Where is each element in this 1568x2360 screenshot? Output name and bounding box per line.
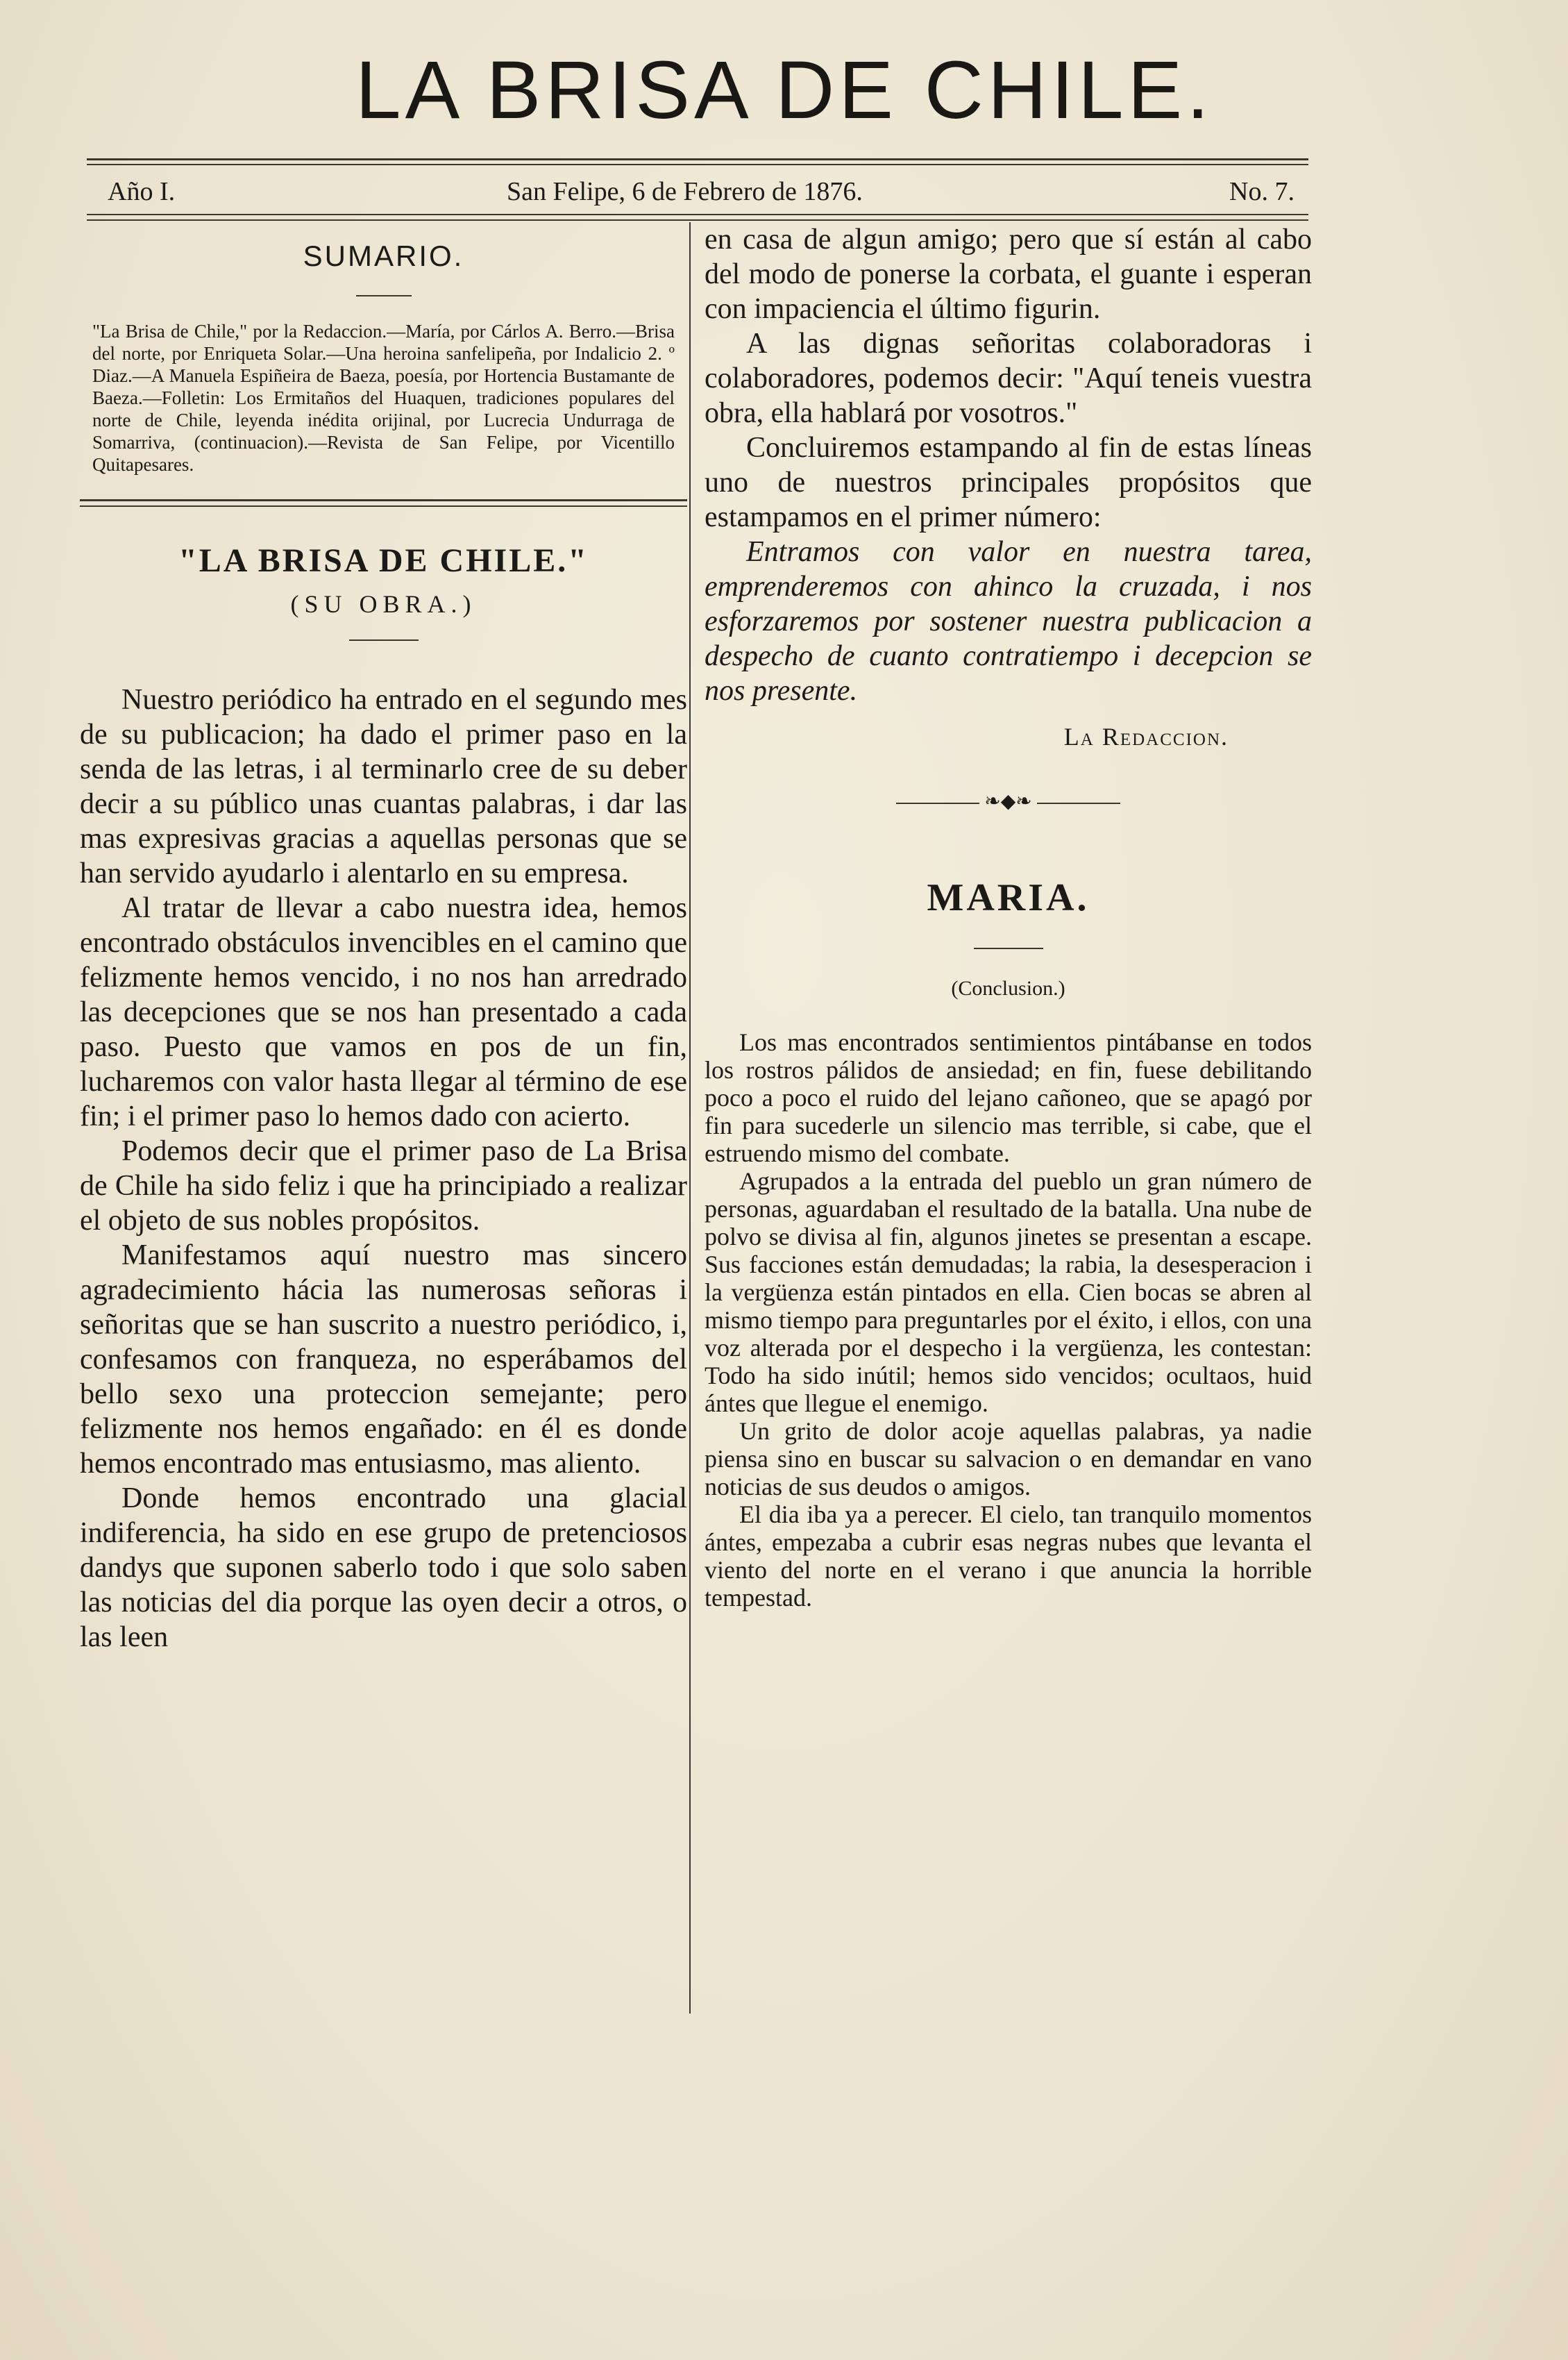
paragraph: en casa de algun amigo; pero que sí están al cabo del modo de ponerse la corbata, el guante i esperan con impaciencia el último figurin. [705,224,1312,325]
paragraph: Nuestro periódico ha entrado en el segundo mes de su publicacion; ha dado el primer paso en la senda de las letras, i al terminarlo cree de su deber decir a su público unas cuantas palabras, i dar las mas expresivas gracias a aquellas personas que se han servido ayudarlo i alentarlo en su empresa. [80,684,687,889]
paragraph: Agrupados a la entrada del pueblo un gran número de personas, aguardaban el resultado de la batalla. Una nube de polvo se divisa al fin, algunos jinetes se presentan a escape. Sus facciones están demudadas; la rabia, la desesperacion i la vergüenza están pintados en ella. Cien bocas se abren al mismo tiempo para preguntarles por el éxito, i ellos, con una voz alterada por el despecho i la vergüenza, les contestan: Todo ha sido inútil; hemos sido vencidos; ocultaos, huid ántes que llegue el enemigo. [705,1167,1312,1417]
article-continuation [705,222,1312,708]
paragraph: A las dignas señoritas colaboradoras i colaboradores, podemos decir: "Aquí teneis vuestra obra, ella hablará por vosotros." [705,328,1312,429]
article2-divider [974,948,1043,949]
dateline-rule-1 [87,214,1308,215]
article2-body [705,1028,1312,1612]
paragraph: El dia iba ya a perecer. El cielo, tan tranquilo momentos ántes, empezaba a cubrir esas negras nubes que levanta el viento del norte en el verano i que anuncia la horrible tempestad. [705,1500,1312,1612]
ornament-divider [705,789,1312,813]
section-rule [80,499,687,501]
article-body [80,683,687,1655]
issue-number: No. 7. [1229,177,1295,206]
dateline [87,175,1308,208]
paragraph: Podemos decir que el primer paso de La Brisa de Chile ha sido feliz i que ha principiado a realizar el objeto de sus nobles propósitos. [80,1135,687,1237]
article-subtitle: (SU OBRA.) [290,590,477,618]
article-divider [349,639,419,641]
quote: Entramos con valor en nuestra tarea, emprenderemos con ahinco la cruzada, i nos esforzaremos por sostener nuestra publicacion a despecho de cuanto contratiempo i decepcion se nos presente. [705,536,1312,707]
left-column [80,222,687,2027]
article2-title: MARIA. [927,876,1090,919]
ornament-icon: ❧◆❧ [984,791,1032,812]
masthead-rule-top [87,158,1308,160]
column-divider [689,222,691,2014]
signature: La Redaccion. [1063,723,1229,751]
paragraph: Los mas encontrados sentimientos pintábanse en todos los rostros pálidos de ansiedad; en fin, fuese debilitando poco a poco el ruido del lejano cañoneo, que se apagó por fin para sucederle un silencio mas terrible, si cabe, que el estruendo mismo del combate. [705,1028,1312,1167]
paragraph: Concluiremos estampando al fin de estas líneas uno de nuestros principales propósitos que estampamos en el primer número: [705,432,1312,533]
article2-subtitle: (Conclusion.) [951,977,1065,1000]
year-label: Año I. [108,177,176,206]
right-column [705,222,1312,2027]
ornament-line [896,803,979,804]
masthead-rule-top-2 [87,164,1308,165]
article-title: "LA BRISA DE CHILE." [178,542,589,579]
paragraph: Donde hemos encontrado una glacial indiferencia, ha sido en ese grupo de pretenciosos dandys que suponen saberlo todo i que solo saben las noticias del dia porque las oyen decir a otros, o las leen [80,1482,687,1653]
masthead-title: LA BRISA DE CHILE. [355,44,1214,136]
paragraph: Manifestamos aquí nuestro mas sincero agradecimiento hácia las numerosas señoras i señoritas que se han suscrito a nuestro periódico, i, confesamos con franqueza, no esperábamos del bello sexo una proteccion semejante; pero felizmente nos hemos engañado: en él es donde hemos encontrado mas entusiasmo, mas aliento. [80,1239,687,1480]
sumario-divider [356,295,412,296]
sumario-title: SUMARIO. [303,240,464,272]
paragraph: Al tratar de llevar a cabo nuestra idea, hemos encontrado obstáculos invencibles en el camino que felizmente hemos vencido, i no nos han arredrado las decepciones que se nos han presentado a cada paso. Puesto que vamos en pos de un fin, lucharemos con valor hasta llegar al término de ese fin; i el primer paso lo hemos dado con acierto. [80,892,687,1132]
ornament-line [1037,803,1120,804]
place-date: San Felipe, 6 de Febrero de 1876. [507,177,863,206]
section-rule-2 [80,505,687,507]
paragraph: Un grito de dolor acoje aquellas palabras, ya nadie piensa sino en buscar su salvacion o en demandar en vano noticias de sus deudos o amigos. [705,1417,1312,1500]
sumario-text: "La Brisa de Chile," por la Redaccion.—María, por Cárlos A. Berro.—Brisa del norte, por Enriqueta Solar.—Una heroina sanfelipeña, por Indalicio 2. º Diaz.—A Manuela Espiñeira de Baeza, poesía, por Hortencia Bustamante de Baeza.—Folletin: Los Ermitaños del Huaquen, tradiciones populares del norte de Chile, leyenda inédita orijinal, por Lucrecia Undurraga de Somarriva, (continuacion).—Revista de San Felipe, por Vicentillo Quitapesares. [92,321,675,475]
dateline-rule-2 [87,219,1308,221]
